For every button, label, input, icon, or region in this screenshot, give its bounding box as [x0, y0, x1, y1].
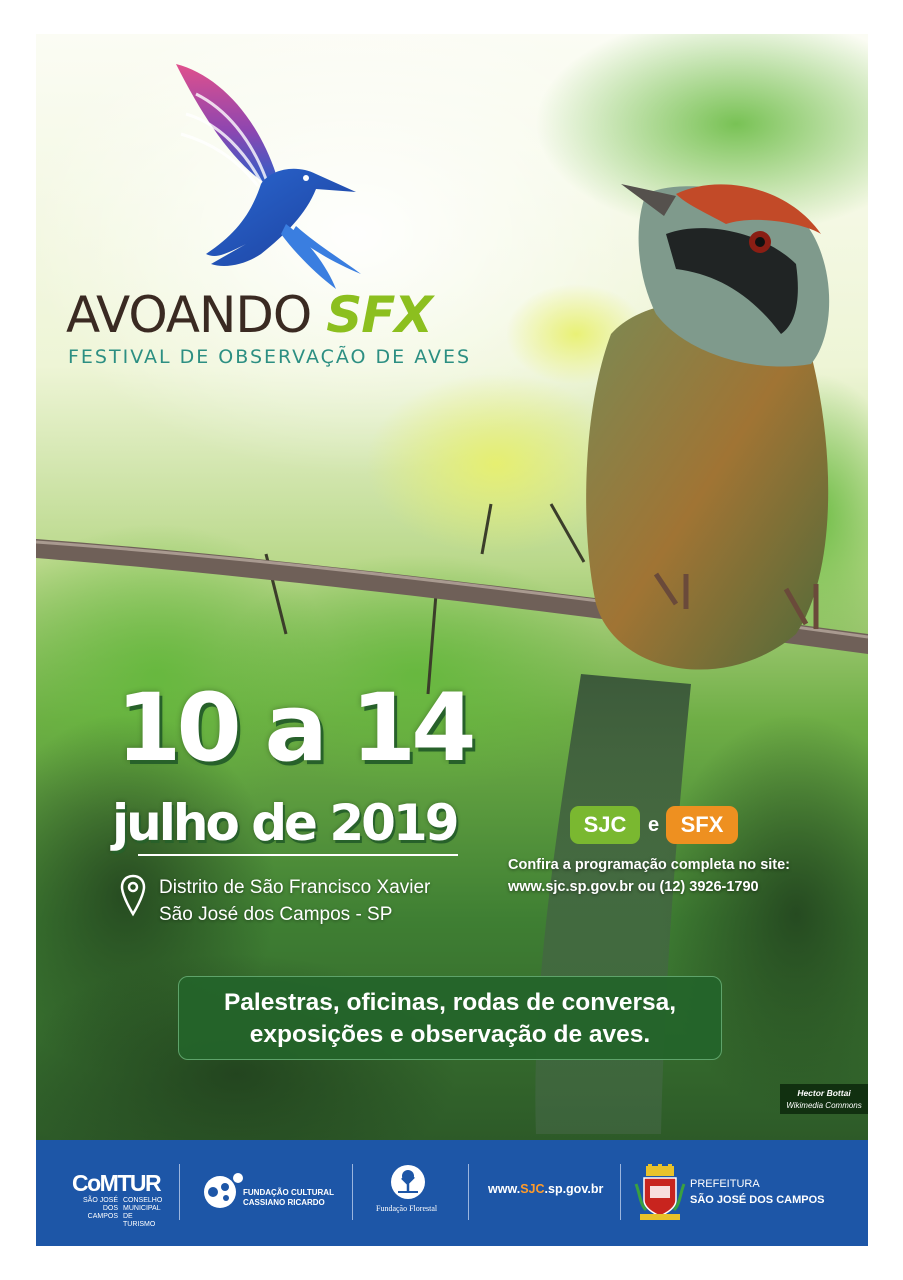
- festival-subtitle: FESTIVAL DE OBSERVAÇÃO DE AVES: [68, 346, 472, 368]
- comtur-council: CONSELHO MUNICIPAL DE TURISMO: [123, 1197, 163, 1228]
- programme-info: [508, 854, 790, 898]
- photo-credit-source: Wikimedia Commons: [786, 1101, 862, 1110]
- activities-line-2: exposições e observação de aves.: [249, 1021, 651, 1048]
- fundacao-florestal-label: Fundação Florestal: [376, 1204, 438, 1213]
- sjc-badge: SJC: [570, 806, 640, 844]
- programme-line-1: Confira a programação completa no site:: [508, 857, 791, 873]
- poster: [36, 34, 868, 1246]
- location-line-2: São José dos Campos - SP: [159, 904, 393, 925]
- comtur-city: SÃO JOSÉ DOS CAMPOS: [82, 1197, 118, 1220]
- footer-separator: [620, 1164, 621, 1220]
- event-month-year: julho de 2019: [112, 794, 457, 852]
- fc-line-1: FUNDAÇÃO CULTURAL: [243, 1188, 334, 1197]
- city-crest-icon: [634, 1164, 686, 1222]
- activities-line-1: Palestras, oficinas, rodas de conversa,: [223, 989, 677, 1016]
- location-pin-icon: [120, 874, 146, 918]
- prefeitura-city: SÃO JOSÉ DOS CAMPOS: [690, 1194, 825, 1206]
- photo-credit-author: Hector Bottai: [797, 1088, 851, 1098]
- bird-photo-background: [36, 34, 868, 1140]
- fundacao-cultural-icon: [200, 1170, 244, 1210]
- fundacao-florestal-tree-icon: [390, 1164, 426, 1200]
- event-location: [159, 874, 430, 928]
- divider: [138, 854, 458, 856]
- prefeitura-label: PREFEITURA: [690, 1178, 760, 1190]
- comtur-logo: CoMTUR: [72, 1170, 161, 1196]
- photo-credit: [780, 1084, 868, 1114]
- badge-connector: e: [648, 814, 660, 836]
- sfx-badge: SFX: [666, 806, 738, 844]
- footer-separator: [352, 1164, 353, 1220]
- footer-separator: [468, 1164, 469, 1220]
- fundacao-cultural-label: [243, 1188, 334, 1208]
- festival-title-accent: SFX: [326, 286, 432, 344]
- footer-website-link[interactable]: www.SJC.sp.gov.br: [488, 1182, 604, 1196]
- festival-title: AVOANDO SFX: [66, 286, 432, 344]
- sponsor-footer: [36, 1140, 868, 1246]
- fc-line-2: CASSIANO RICARDO: [243, 1198, 325, 1207]
- hummingbird-logo-icon: [166, 54, 366, 294]
- programme-line-2: www.sjc.sp.gov.br ou (12) 3926-1790: [508, 879, 759, 895]
- location-line-1: Distrito de São Francisco Xavier: [159, 877, 431, 898]
- footer-separator: [179, 1164, 180, 1220]
- activities-banner: [178, 976, 722, 1060]
- event-dates: 10 a 14: [116, 674, 472, 783]
